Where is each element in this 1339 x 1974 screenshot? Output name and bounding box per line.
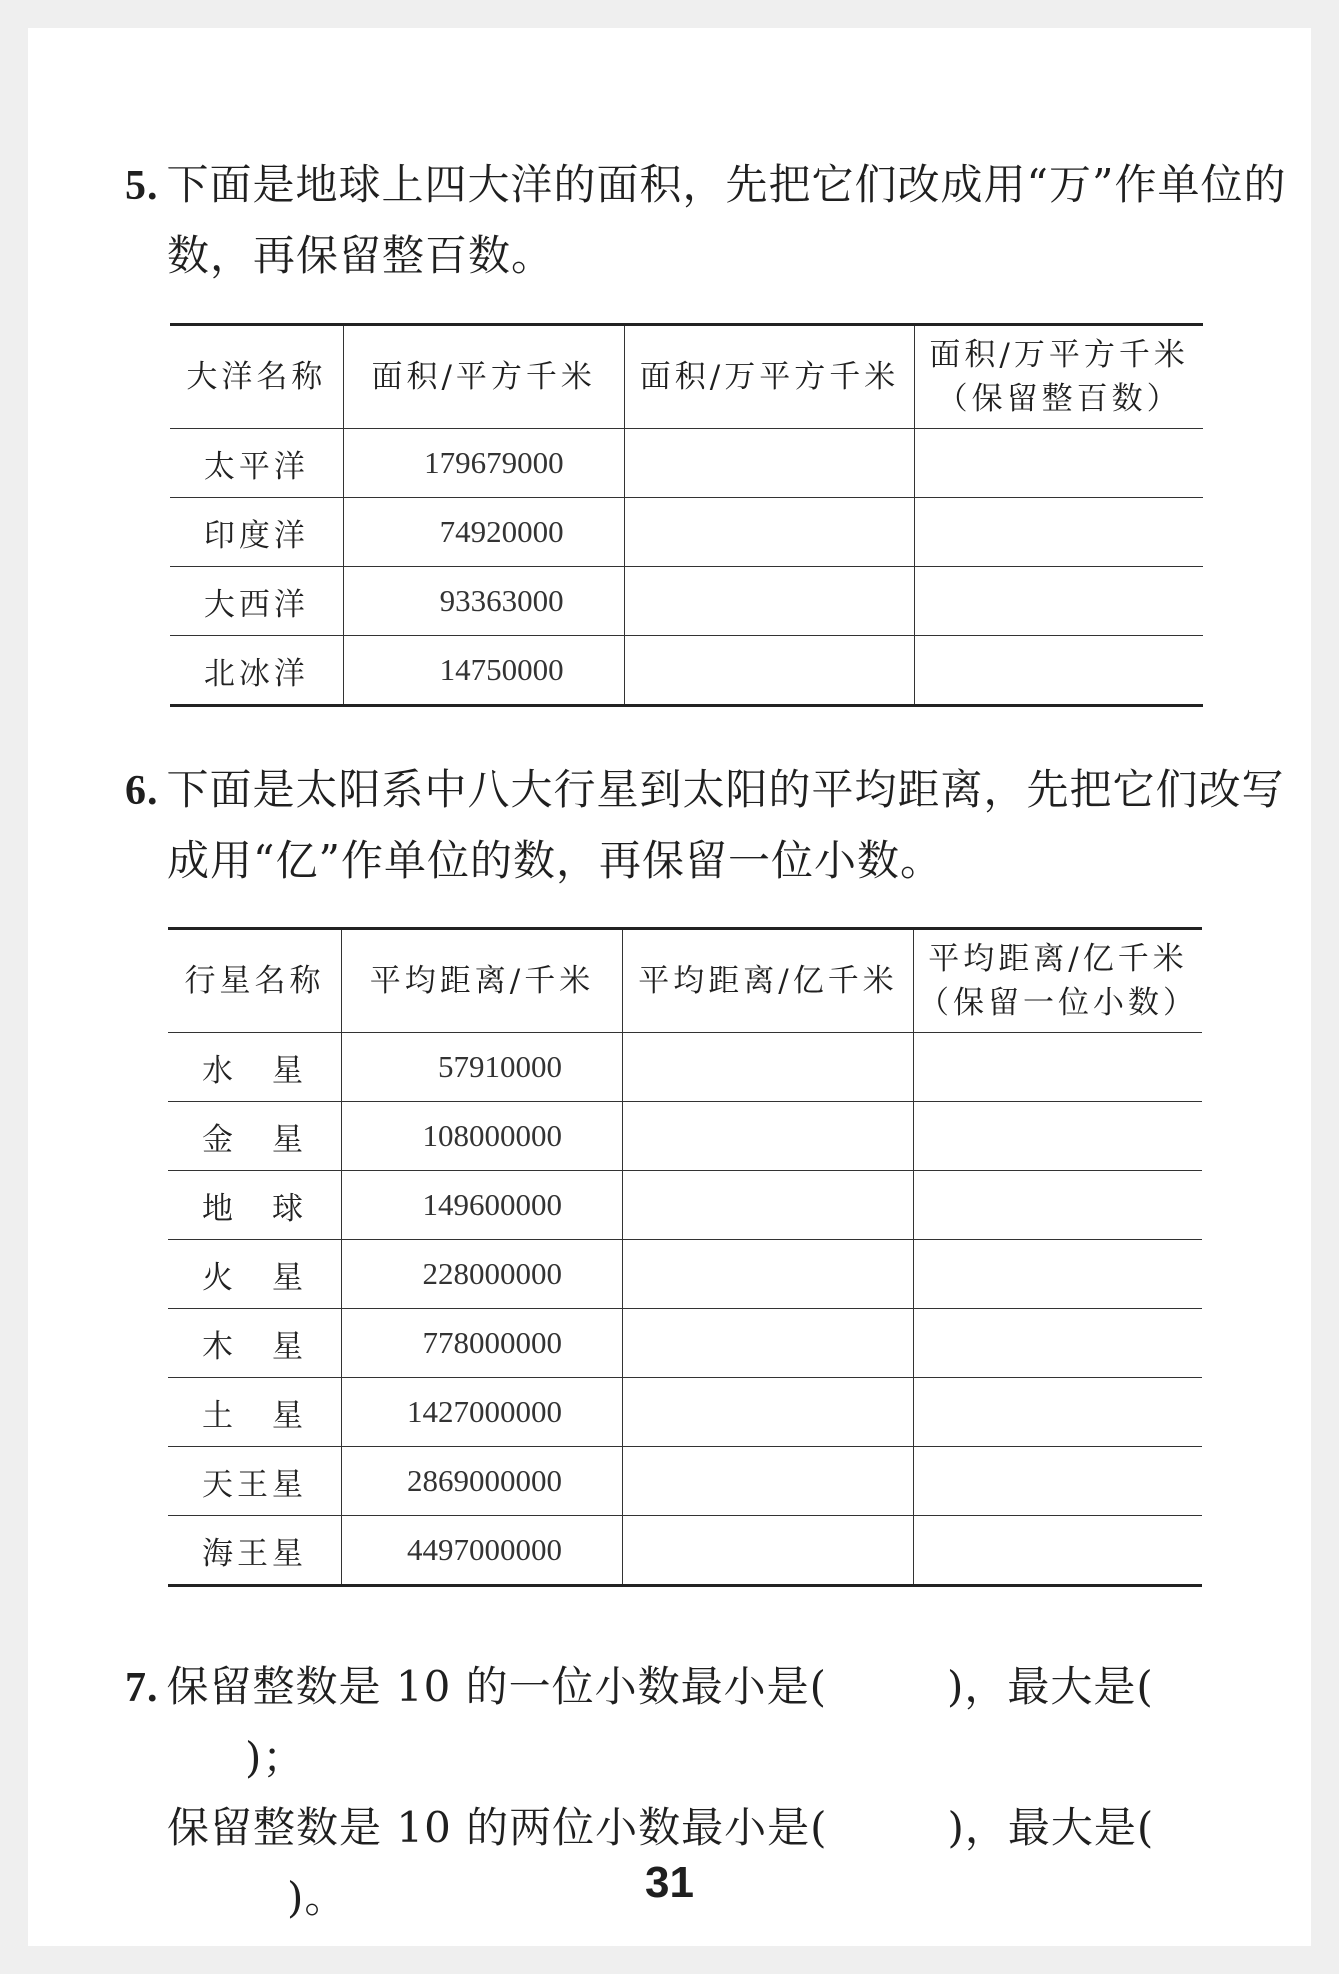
question-6: [125, 755, 1285, 896]
planet-name: 水 星: [168, 1033, 342, 1102]
ocean-name: 印度洋: [170, 498, 343, 567]
ocean-area-value: 14750000: [343, 636, 624, 706]
ocean-name: 北冰洋: [170, 636, 343, 706]
question-number: 5.: [125, 163, 159, 209]
header-distance-km: 平均距离/千米: [342, 929, 623, 1033]
question-text-line2: 数，再保留整百数。: [167, 231, 555, 280]
table-row: [170, 636, 1203, 706]
answer-cell[interactable]: [623, 1378, 914, 1447]
table-row: [168, 1378, 1202, 1447]
planet-name: 土 星: [168, 1378, 342, 1447]
table-header-row: [170, 325, 1203, 429]
header-distance-rounded: [914, 929, 1203, 1033]
header-area-rounded-line1: 面积/万平方千米: [929, 337, 1189, 373]
header-ocean-name: 大洋名称: [170, 325, 343, 429]
planet-name: 火 星: [168, 1240, 342, 1309]
table-header-row: [168, 929, 1202, 1033]
q7-line1-part3: )；: [245, 1733, 306, 1782]
table-row: [170, 429, 1203, 498]
question-number: 6.: [125, 768, 159, 814]
planet-distance-value: 57910000: [342, 1033, 623, 1102]
table-row: [168, 1102, 1202, 1171]
answer-cell[interactable]: [915, 429, 1203, 498]
page-number: 31: [645, 1858, 694, 1907]
planet-name: 海王星: [168, 1516, 342, 1586]
table-row: [170, 498, 1203, 567]
question-text-line2: 成用“亿”作单位的数，再保留一位小数。: [167, 836, 943, 885]
answer-cell[interactable]: [624, 498, 915, 567]
planet-name: 木 星: [168, 1309, 342, 1378]
ocean-area-value: 179679000: [343, 429, 624, 498]
header-area-km2: 面积/平方千米: [343, 325, 624, 429]
question-text-line1: 下面是太阳系中八大行星到太阳的平均距离，先把它们改写: [166, 765, 1285, 814]
planet-distance-value: 149600000: [342, 1171, 623, 1240]
answer-cell[interactable]: [914, 1240, 1203, 1309]
answer-cell[interactable]: [915, 498, 1203, 567]
ocean-name: 大西洋: [170, 567, 343, 636]
table-row: [168, 1033, 1202, 1102]
answer-cell[interactable]: [914, 1033, 1203, 1102]
ocean-area-table: [170, 323, 1203, 707]
planet-name: 地 球: [168, 1171, 342, 1240]
answer-cell[interactable]: [624, 429, 915, 498]
planet-distance-value: 2869000000: [342, 1447, 623, 1516]
answer-cell[interactable]: [624, 636, 915, 706]
answer-cell[interactable]: [623, 1309, 914, 1378]
q7-line2-part3: )。: [287, 1873, 348, 1922]
planet-distance-value: 228000000: [342, 1240, 623, 1309]
table-row: [168, 1516, 1202, 1586]
answer-cell[interactable]: [914, 1171, 1203, 1240]
answer-cell[interactable]: [623, 1033, 914, 1102]
answer-cell[interactable]: [623, 1447, 914, 1516]
answer-cell[interactable]: [914, 1516, 1203, 1586]
planet-distance-value: 4497000000: [342, 1516, 623, 1586]
ocean-area-value: 74920000: [343, 498, 624, 567]
question-5: [125, 150, 1286, 291]
planet-distance-table: [168, 927, 1202, 1587]
header-area-rounded: [915, 325, 1203, 429]
q7-line2-part1: 保留整数是 10 的两位小数最小是(: [167, 1803, 828, 1852]
table-row: [170, 567, 1203, 636]
answer-cell[interactable]: [623, 1516, 914, 1586]
header-area-rounded-line2: （保留整百数）: [936, 381, 1182, 417]
header-distance-rounded-line2: （保留一位小数）: [918, 985, 1198, 1021]
answer-cell[interactable]: [624, 567, 915, 636]
answer-cell[interactable]: [915, 636, 1203, 706]
q7-line1-part2: )，最大是(: [947, 1662, 1154, 1711]
header-area-10k-km2: 面积/万平方千米: [624, 325, 915, 429]
table-row: [168, 1309, 1202, 1378]
header-distance-100m-km: 平均距离/亿千米: [623, 929, 914, 1033]
ocean-area-value: 93363000: [343, 567, 624, 636]
answer-cell[interactable]: [623, 1171, 914, 1240]
answer-cell[interactable]: [914, 1102, 1203, 1171]
table-row: [168, 1447, 1202, 1516]
q7-line2-part2: )，最大是(: [947, 1803, 1155, 1852]
planet-name: 金 星: [168, 1102, 342, 1171]
header-planet-name: 行星名称: [168, 929, 342, 1033]
answer-cell[interactable]: [914, 1309, 1203, 1378]
table-row: [168, 1240, 1202, 1309]
answer-cell[interactable]: [914, 1447, 1203, 1516]
q7-line1-part1: 保留整数是 10 的一位小数最小是(: [166, 1662, 828, 1711]
question-number: 7.: [125, 1665, 159, 1711]
answer-cell[interactable]: [623, 1102, 914, 1171]
question-7-line1: [125, 1652, 1215, 1793]
header-distance-rounded-line1: 平均距离/亿千米: [928, 941, 1188, 977]
answer-cell[interactable]: [914, 1378, 1203, 1447]
table-row: [168, 1171, 1202, 1240]
planet-name: 天王星: [168, 1447, 342, 1516]
question-text-line1: 下面是地球上四大洋的面积，先把它们改成用“万”作单位的: [166, 160, 1287, 209]
planet-distance-value: 778000000: [342, 1309, 623, 1378]
planet-distance-value: 1427000000: [342, 1378, 623, 1447]
planet-distance-value: 108000000: [342, 1102, 623, 1171]
ocean-name: 太平洋: [170, 429, 343, 498]
answer-cell[interactable]: [915, 567, 1203, 636]
answer-cell[interactable]: [623, 1240, 914, 1309]
